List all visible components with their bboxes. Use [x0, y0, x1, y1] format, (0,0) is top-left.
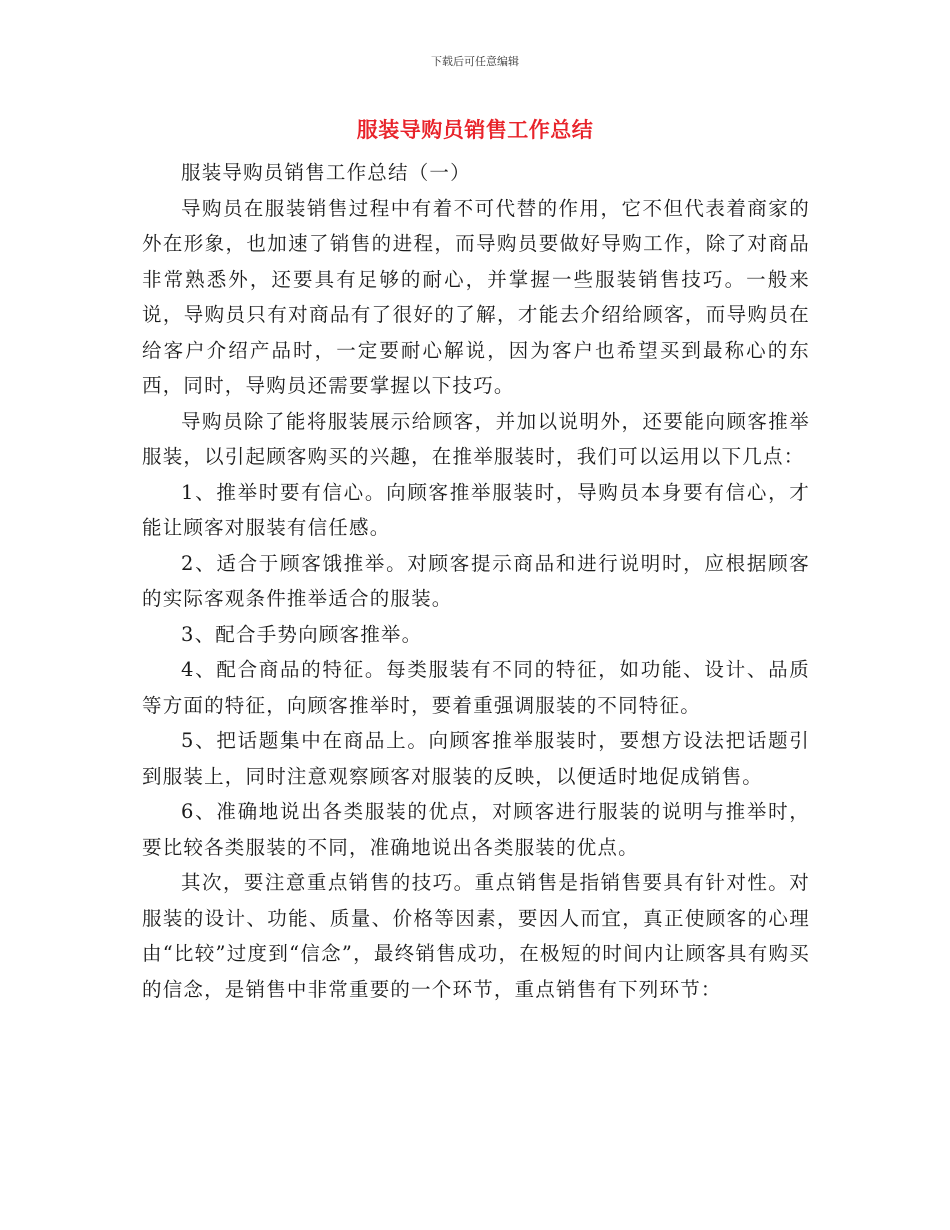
paragraph: 其次，要注意重点销售的技巧。重点销售是指销售要具有针对性。对服装的设计、功能、质量、价格等因素，要因人而宜，真正使顾客的心理由“比较”过度到“信念”，最终销售成功，在极短的时间内让顾客具有购买的信念，是销售中非常重要的一个环节，重点销售有下列环节： [142, 871, 810, 1001]
list-item: 2、适合于顾客饿推举。对顾客提示商品和进行说明时，应根据顾客的实际客观条件推举适合的服装。 [142, 551, 810, 610]
list-item: 5、把话题集中在商品上。向顾客推举服装时，要想方设法把话题引到服装上，同时注意观察顾客对服装的反映，以便适时地促成销售。 [142, 729, 810, 788]
list-item: 4、配合商品的特征。每类服装有不同的特征，如功能、设计、品质等方面的特征，向顾客推举时，要着重强调服装的不同特征。 [142, 658, 810, 717]
paragraph: 导购员在服装销售过程中有着不可代替的作用，它不但代表着商家的外在形象，也加速了销售的进程，而导购员要做好导购工作，除了对商品非常熟悉外，还要具有足够的耐心，并掌握一些服装销售技巧。一般来说，导购员只有对商品有了很好的了解，才能去介绍给顾客，而导购员在给客户介绍产品时，一定要耐心解说，因为客户也希望买到最称心的东西，同时，导购员还需要掌握以下技巧。 [142, 196, 810, 397]
list-item: 3、配合手势向顾客推举。 [181, 622, 423, 646]
list-item: 6、准确地说出各类服装的优点，对顾客进行服装的说明与推举时，要比较各类服装的不同，准确地说出各类服装的优点。 [142, 800, 810, 859]
header-note: 下载后可任意编辑 [431, 55, 519, 68]
list-item: 1、推举时要有信心。向顾客推举服装时，导购员本身要有信心，才能让顾客对服装有信任感。 [142, 480, 810, 539]
paragraph-subtitle: 服装导购员销售工作总结（一） [181, 161, 471, 184]
document-title: 服装导购员销售工作总结 [356, 118, 594, 142]
paragraph: 导购员除了能将服装展示给顾客，并加以说明外，还要能向顾客推举服装，以引起顾客购买的兴趣，在推举服装时，我们可以运用以下几点： [142, 409, 810, 468]
document-body [142, 155, 810, 1007]
